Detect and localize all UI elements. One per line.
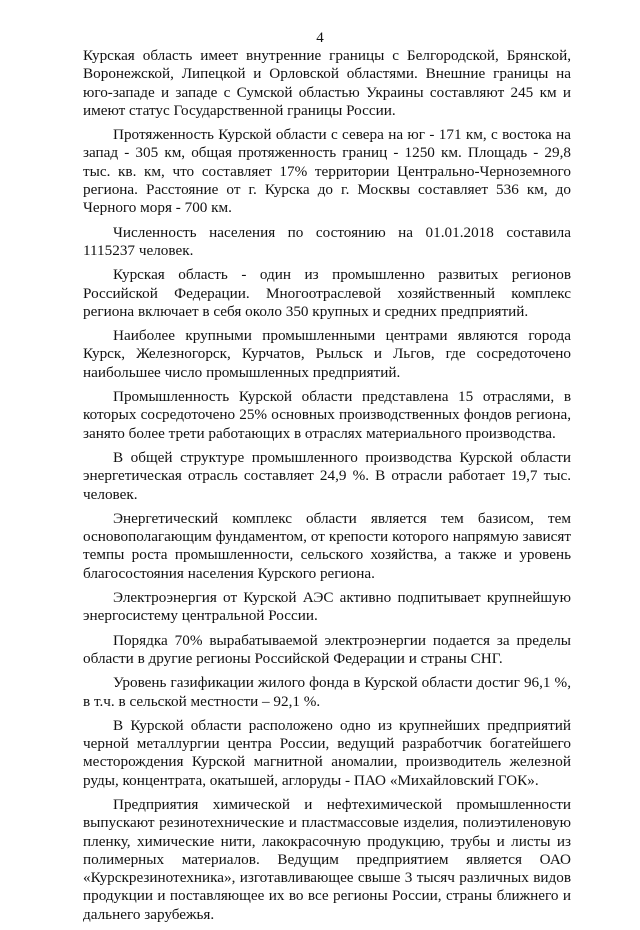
paragraph-chemical-industry: Предприятия химической и нефтехимической промышленности выпускают резинотехнические и пластмассовые изделия, полиэтиленовую пленку, химические нити, лакокрасочную продукцию, трубы и листы из полимерных материалов. Ведущим предприятием является ОАО «Курскрезинотехника», изготавливающее свыше 3 тысяч различных видов продукции и поставляющее их во все регионы России, страны ближнего и дальнего зарубежья. — [83, 795, 571, 923]
paragraph-industrial-region: Курская область - один из промышленно развитых регионов Российской Федерации. Многоотраслевой хозяйственный комплекс региона включает в себя около 350 крупных и средних предприятий. — [83, 266, 571, 320]
paragraph-population: Численность населения по состоянию на 01.01.2018 составила 1115237 человек. — [83, 223, 571, 259]
paragraph-industry-sectors: Промышленность Курской области представлена 15 отраслями, в которых сосредоточено 25% основных производственных фондов региона, занято более трети работающих в отраслях материального производства. — [83, 388, 571, 442]
paragraph-electricity-export: Порядка 70% вырабатываемой электроэнергии подается за пределы области в другие регионы Российской Федерации и страны СНГ. — [83, 631, 571, 667]
paragraph-industrial-centers: Наиболее крупными промышленными центрами являются города Курск, Железногорск, Курчатов, Рыльск и Льгов, где сосредоточено наибольшее число промышленных предприятий. — [83, 327, 571, 381]
paragraph-energy-complex: Энергетический комплекс области является тем базисом, тем основополагающим фундаментом, от крепости которого напрямую зависят темпы роста промышленности, сельского хозяйства, а также и уровень благосостояния населения Курского региона. — [83, 509, 571, 582]
page-number: 4 — [316, 30, 324, 46]
paragraph-metallurgy: В Курской области расположено одно из крупнейших предприятий черной металлургии центра России, ведущий разработчик богатейшего месторождения Курской магнитной аномалии, производитель железной руды, концентрата, окатышей, аглоруды - ПАО «Михайловский ГОК». — [83, 716, 571, 789]
paragraph-gasification: Уровень газификации жилого фонда в Курской области достиг 96,1 %, в т.ч. в сельской местности – 92,1 %. — [83, 674, 571, 710]
paragraph-borders: Курская область имеет внутренние границы с Белгородской, Брянской, Воронежской, Липецкой и Орловской областями. Внешние границы на юго-западе и западе с Сумской областью Украины составляют 245 км и имеют статус Государственной границы России. — [83, 47, 571, 119]
paragraph-energy-share: В общей структуре промышленного производства Курской области энергетическая отрасль составляет 24,9 %. В отрасли работает 19,7 тыс. человек. — [83, 448, 571, 503]
body-text — [83, 47, 571, 930]
paragraph-extent: Протяженность Курской области с севера на юг - 171 км, с востока на запад - 305 км, общая протяженность границ - 1250 км. Площадь - 29,8 тыс. кв. км, что составляет 17% территории Центрально-Черноземного региона. Расстояние от г. Курска до г. Москвы составляет 536 км, до Черного моря - 700 км. — [83, 126, 571, 217]
paragraph-nuclear-plant: Электроэнергия от Курской АЭС активно подпитывает крупнейшую энергосистему центральной России. — [83, 589, 571, 625]
